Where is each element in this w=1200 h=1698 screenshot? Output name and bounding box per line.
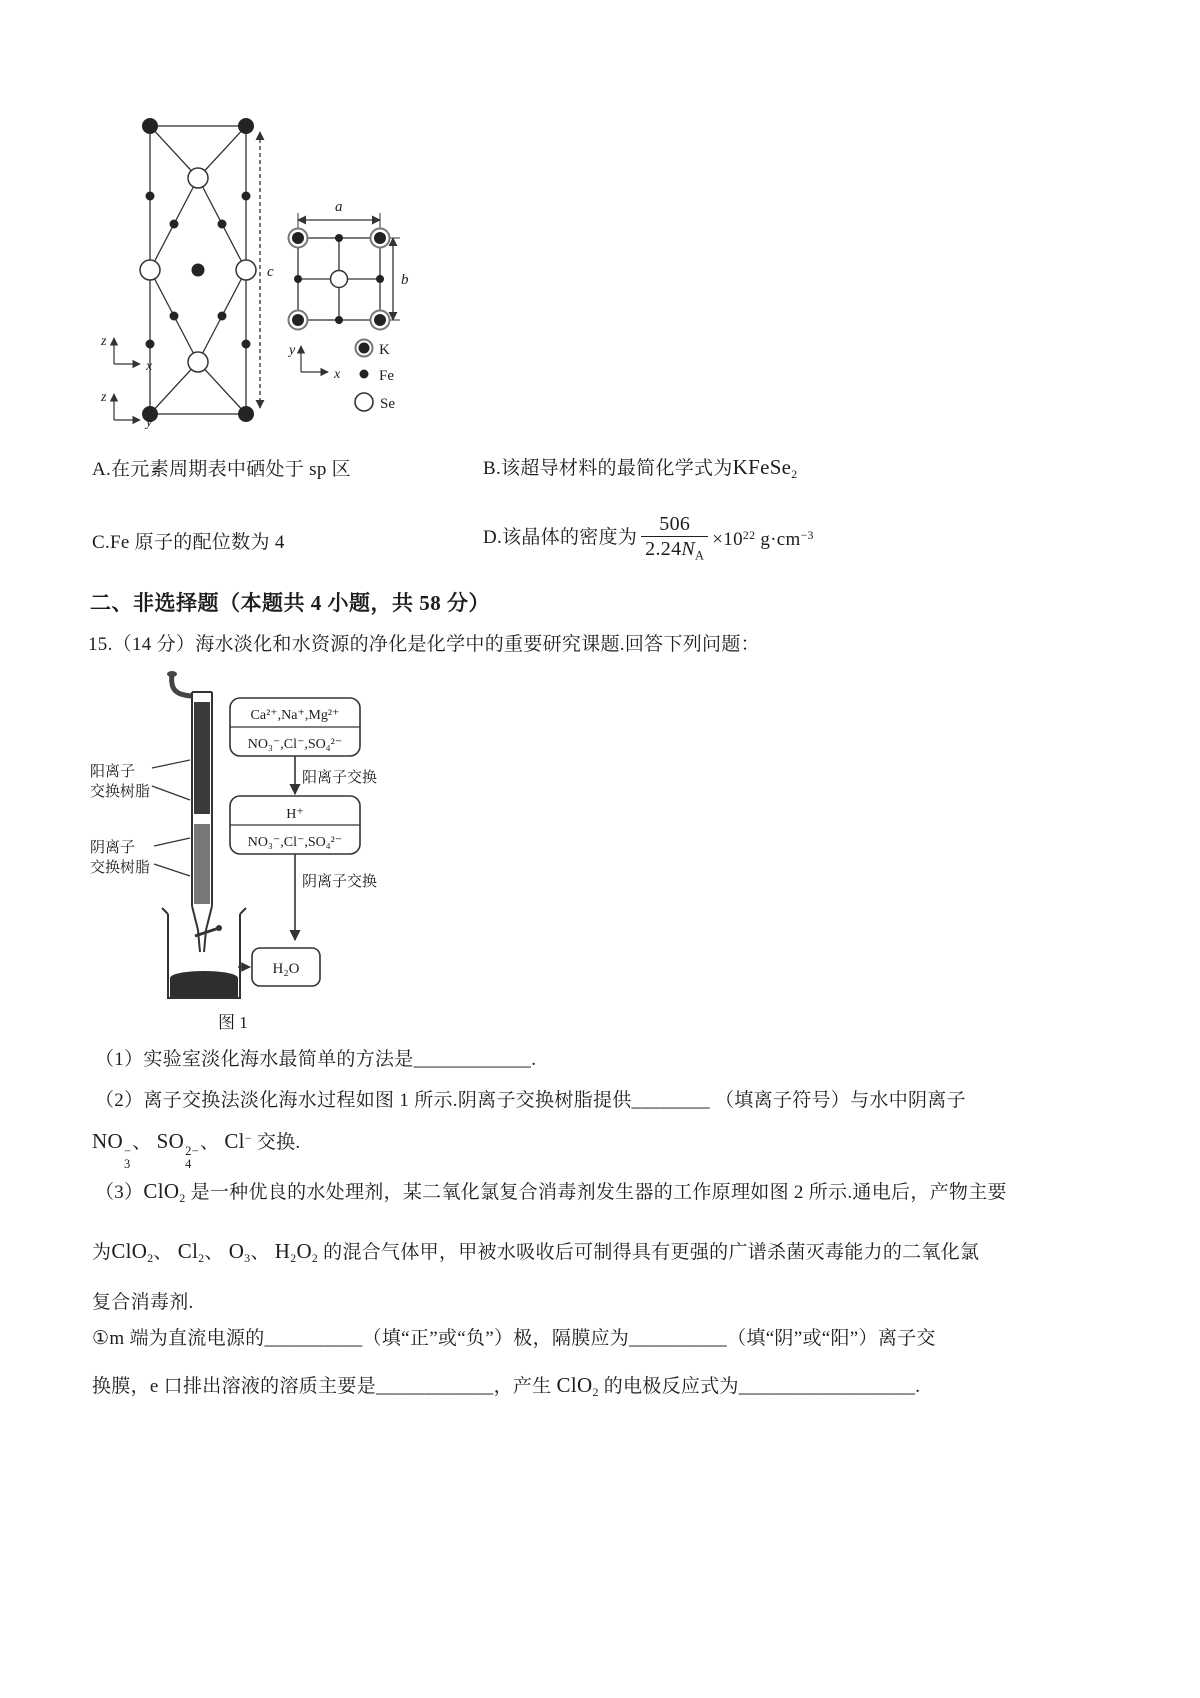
beaker-liquid [170, 971, 238, 985]
cations-list: Ca²⁺,Na⁺,Mg²⁺ [250, 708, 340, 723]
ion-exchange-figure [88, 668, 528, 1038]
axes-zx [100, 334, 153, 374]
axes-yx [287, 343, 341, 382]
svg-text:交换树脂: 交换树脂 [90, 784, 151, 800]
tall-unit-cell [140, 118, 274, 422]
option-d [483, 512, 814, 563]
fraction-denominator: $2.24N_A$ [641, 536, 708, 563]
legend-fe-icon [360, 370, 369, 379]
axis-x1-label: x [146, 359, 153, 374]
h-plus-label: H⁺ [286, 807, 304, 822]
water-label: H₂O [272, 961, 300, 977]
a-dimension-label: a [335, 199, 343, 215]
legend-k-label: K [379, 342, 390, 358]
exchange-column [192, 692, 222, 952]
fraction-numerator: 506 [659, 513, 691, 535]
inlet-pipe [167, 671, 192, 696]
legend-se-label: Se [380, 396, 395, 412]
anion-resin-bed [194, 824, 210, 904]
option-d-label: D.该晶体的密度为 [483, 526, 638, 548]
legend-se-icon [355, 393, 373, 411]
anions-list: NO₃⁻,Cl⁻,SO₄²⁻ [247, 737, 343, 752]
option-a: A.在元素周期表中硒处于 sp 区 [92, 459, 351, 480]
svg-text:交换树脂: 交换树脂 [90, 860, 151, 876]
section-title: 二、非选择题（本题共 4 小题，共 58 分） [90, 591, 490, 615]
top-view-cell [287, 199, 409, 382]
cation-resin-bed [194, 702, 210, 814]
axis-x3-label: x [334, 367, 341, 382]
remaining-anions-list: NO₃⁻,Cl⁻,SO₄²⁻ [247, 835, 343, 850]
option-d-units: $\times 10^{22}$ $g\cdot cm^{-3}$ [712, 528, 814, 550]
axis-y3-label: y [289, 343, 296, 358]
option-c: C.Fe 原子的配位数为 4 [92, 532, 285, 553]
cation-exchange-label: 阳离子交换 [302, 770, 378, 786]
q15-part3-line2: 为ClO$_2$、 $Cl_2$、 $O_3$、 $H_2O_2$ 的混合气体甲，甲被水吸收后可制得具有更强的广谱杀菌灭毒能力的二氧化氯 [92, 1239, 980, 1266]
anion-resin-label [90, 838, 190, 876]
q15-part3-line1: （3）ClO$_2$ 是一种优良的水处理剂，某二氧化氯复合消毒剂发生器的工作原理如图 2 所示.通电后，产物主要 [95, 1179, 1007, 1206]
seawater-ions-box [230, 698, 360, 756]
q15-part1: （1）实验室淡化海水最简单的方法是____________. [95, 1049, 537, 1070]
after-cation-exchange-box [230, 796, 360, 854]
svg-text:阴离子: 阴离子 [90, 840, 136, 856]
figure-1-caption: 图 1 [218, 1013, 248, 1032]
cation-resin-label [90, 760, 190, 800]
q15-part2-line2: NO − 3 、 SO 2− 4 、 Cl− 交换. [92, 1128, 301, 1171]
legend-fe-label: Fe [379, 368, 394, 384]
axis-y2-label: y [146, 415, 153, 430]
q15-part3-line3: 复合消毒剂. [92, 1292, 194, 1313]
axis-z2-label: z [101, 390, 107, 405]
anion-exchange-label: 阴离子交换 [302, 874, 378, 890]
crystal-legend [355, 340, 395, 413]
beaker [162, 908, 246, 998]
density-fraction [641, 512, 708, 563]
b-dimension-label: b [401, 272, 409, 288]
crystal-structure-figure [88, 108, 458, 453]
svg-text:阳离子: 阳离子 [90, 764, 136, 780]
q15-sub1-line2: 换膜，e 口排出溶液的溶质主要是____________，产生 ClO$_2$ 的电极反应式为__________________. [92, 1373, 921, 1400]
water-output-box [238, 948, 320, 986]
q15-sub1-line1: ①m 端为直流电源的__________（填“正”或“负”）极，隔膜应为__________（填“阴”或“阳”）离子交 [92, 1328, 936, 1349]
q15-part2-line1: （2）离子交换法淡化海水过程如图 1 所示.阴离子交换树脂提供________ （填离子符号）与水中阴离子 [95, 1090, 966, 1111]
question-15-stem: 15.（14 分）海水淡化和水资源的净化是化学中的重要研究课题.回答下列问题： [88, 634, 760, 655]
option-b: B.该超导材料的最简化学式为KFeSe$_2$ [483, 455, 798, 482]
axis-z1-label: z [101, 334, 107, 349]
c-dimension-label: c [267, 264, 274, 280]
